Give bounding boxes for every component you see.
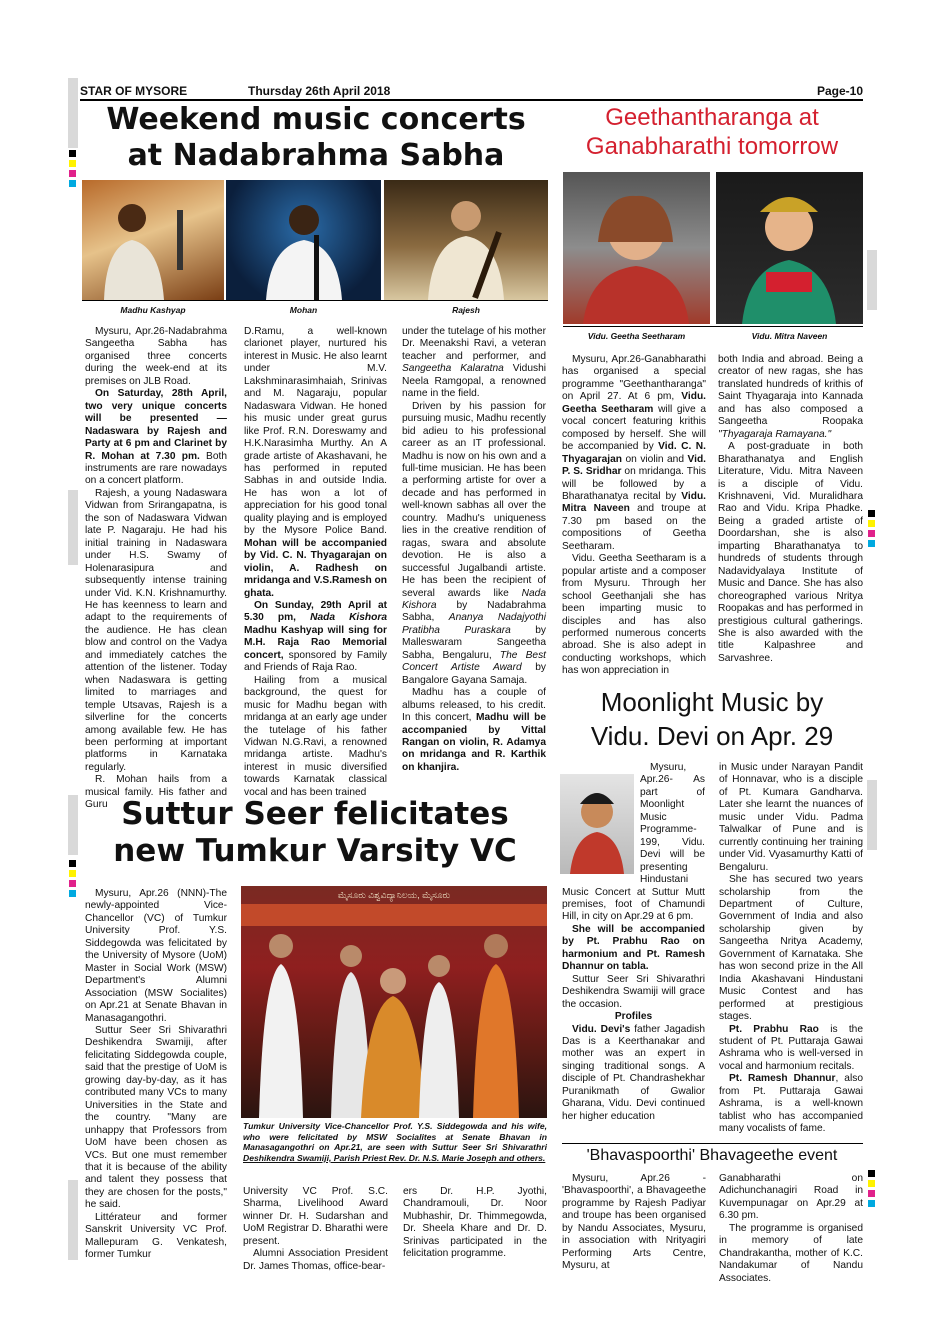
paragraph: R. Mohan hails from a musical family. His father and Guru xyxy=(85,774,227,811)
paragraph: in Music under Narayan Pandit of Honnavar, who is a disciple of Pt. Kumara Gandharva. Later she learnt the nuances of music under Vidu. Padma Talwalkar of Pune and is currently continuing her training under Vid. Vyasamurthy Katti of Bengaluru. xyxy=(719,762,863,873)
color-swatch-black xyxy=(868,510,875,517)
paragraph: Mysuru, Apr.26-Nadabrahma Sangeetha Sabha has organised three concerts during the week-end at its premises on JLB Road. xyxy=(85,326,227,387)
paper-name: STAR OF MYSORE xyxy=(80,84,188,98)
paragraph: D.Ramu, a well-known clarionet player, nurtured his interest in Music. He also learnt under M.V. Lakshminarasimhaiah, Srinivas and M. Nagaraju, popular Nadaswara Vidwan. He honed his music under great gurus like Prof. R.N. Doreswamy and H.K.Narasimha Murthy. An A grade artiste of Akashavani, he has performed in reputed Sabhas in and outside India. He has won a lot of appreciation for his good tonal quality playing and is employed by the Mysore Police Band. Mohan will be accompanied by Vid. C. N. Thyagarajan on violin, A. Radhesh on mridanga and V.S.Ramesh on ghata. xyxy=(244,326,387,599)
person-photo-icon xyxy=(226,180,381,300)
paragraph: Ganabharathi on Adichunchanagiri Road in Kuvempunagar on Apr.29 at 6.30 pm. xyxy=(719,1173,863,1222)
article4-column-3 xyxy=(403,1186,547,1276)
color-swatch-cyan xyxy=(868,1200,875,1207)
registration-bar-left-mid xyxy=(68,490,78,565)
paragraph: Mysuru, Apr.26-Ganabharathi has organised a special programme "Geethantharanga" on April 27. At 6 pm, Vidu. Geetha Seetharam will give a vocal concert featuring krithis composed by herself. She will be accompanied by Vid. C. N. Thyagarajan on violin and Vid. P. S. Sridhar on mridanga. This will be followed by a Bharathanatya recital by Vidu. Mitra Naveen and troupe at 7.30 pm based on the compositions of Geetha Seetharam. xyxy=(562,354,707,552)
paragraph: On Sunday, 29th April at 5.30 pm, Nada Kishora Madhu Kashyap will sing for M.H. Raja Rao Memorial concert, sponsored by Family and Friends of Raja Rao. xyxy=(244,599,388,674)
paragraph: A post-graduate in both Bharathanatya and English Literature, Vidu. Mitra Naveen is a disciple of Vidu. Krishnaveni, Vid. Muralidhara Rao and Vidu. Kripa Phadke. Being a graded artiste of Doordarshan, she is also imparting Bharathanatya to hundreds of students through Nadavidyalaya Institute of Music and Dance. She has also choreographed various Nritya Roopakas and has performed in prestigious cultural gatherings. She is also awarded with the title Kalpashree and Sarvashree. xyxy=(718,441,863,664)
person-photo-icon xyxy=(384,180,548,300)
registration-bar-right-mid xyxy=(867,780,877,850)
color-swatch-magenta xyxy=(868,1190,875,1197)
photo-geetha-seetharam xyxy=(563,172,710,324)
paragraph: Vidu. Geetha Seetharam is a popular artiste and a composer from Mysuru. Through her school Geethanjali she has been imparting music to disciples and has also performed numerous concerts abroad. She is also adept in conducting workshops, which has won appreciation in xyxy=(562,553,706,677)
color-swatch-magenta xyxy=(69,880,76,887)
registration-bar-left-top xyxy=(68,78,78,148)
color-swatch-cyan xyxy=(69,180,76,187)
photo-banner: ಮೈಸೂರು ವಿಶ್ವವಿದ್ಯಾನಿಲಯ, ಮೈಸೂರು xyxy=(337,890,451,900)
caption-geetha-seetharam: Vidu. Geetha Seetharam xyxy=(587,331,686,341)
paragraph: Suttur Seer Sri Shivarathri Deshikendra Swamiji, after felicitating Siddegowda couple, said that the prestige of UoM is growing day-by-day, as it has contributed many VCs to many Universities in the State and the country. "Many are unhappy that Professors from UoM have been chosen as VCs. But one must remember that it is because of the ability and talent they possess that they are chosen for the posts," he said. xyxy=(85,1024,227,1211)
registration-bar-right-top xyxy=(867,250,877,310)
registration-bar-left-low xyxy=(68,795,78,855)
paragraph: Pt. Prabhu Rao is the student of Pt. Puttaraja Gawai Ashrama who is well-versed in vocal and harmonium recitals. xyxy=(719,1023,863,1072)
caption-mitra-naveen: Vidu. Mitra Naveen xyxy=(751,331,828,341)
person-photo-icon xyxy=(716,172,863,324)
photo-mitra-naveen xyxy=(716,172,863,324)
photo-strip-rule xyxy=(82,300,548,301)
color-swatch-yellow xyxy=(868,1180,875,1187)
color-swatch-black xyxy=(69,150,76,157)
article3-headline: Moonlight Music by Vidu. Devi on Apr. 29 xyxy=(590,687,834,751)
person-photo-icon xyxy=(82,180,224,300)
paragraph: She will be accompanied by Pt. Prabhu Rao on harmonium and Pt. Ramesh Dhannur on tabla. xyxy=(562,923,705,973)
color-swatch-black xyxy=(69,860,76,867)
paragraph: Driven by his passion for pursuing music, Madhu recently bid adieu to his professional career as an IT professional. Madhu is now on his own and a full-time musician. He has been a performing artiste for over a decade and has performed in well-known sabhas all over the country. Madhu's uniqueness lies in the creative rendition of ragas, swara and absolute devotion. He is also a successful Jugalbandi artiste. He has been the recipient of several awards like Nada Kishora by Nadabrahma Sabha, Ananya Nadajyothi Pratibha Puraskara by Malleswaram Sangeetha Sabha, Bengaluru, The Best Concert Artiste Award by Bangalore Gayana Samaja. xyxy=(402,400,547,686)
caption-madhu-kashyap: Madhu Kashyap xyxy=(120,305,186,315)
paragraph: Rajesh, a young Nadaswara Vidwan from Srirangapatna, is the son of Nadaswara Vidwan late P. Nagaraju. He had his initial training in Nadaswara under H.S. Swamy of Holenarasipura and subsequently intense training under Vid. K.N. Krishnamurthy. He has keenness to learn and adapt to the requirements of the audience. He has clean blow and control on the Vadya and immediately catches the attention of the listener. Today when Nadaswara is getting limited to marriages and temple Utsavas, Rajesh is a silverline for the concerts among available few. He has been performing at important platforms in Karnataka regularly. xyxy=(85,487,227,773)
article5-column-2 xyxy=(719,1173,863,1284)
article4-headline: Suttur Seer felicitates new Tumkur Varsity VC xyxy=(113,796,517,870)
color-swatch-yellow xyxy=(868,520,875,527)
article2-column-1 xyxy=(562,354,706,680)
paragraph: Alumni Association President Dr. James Thomas, office-bear- xyxy=(243,1248,388,1272)
article5-column-1 xyxy=(562,1173,706,1273)
photo-felicitation-event xyxy=(241,886,547,1118)
paragraph: Mysuru, Apr.26- As part of Moonlight Music Programme-199, Vidu. Devi will be presenting Hindustani Music Concert at Suttur Mutt premises, foot of Chamundi Hill, in city on Apr.29 at 6 pm. xyxy=(562,762,705,923)
paragraph: On Saturday, 28th April, two very unique concerts will be presented — Nadaswara by Rajesh and Party at 6 pm and Clarinet by R. Mohan at 7.30 pm. Both instruments are rare nowadays on a concert platform. xyxy=(85,388,227,487)
color-swatch-cyan xyxy=(69,890,76,897)
paragraph: Vidu. Devi's father Jagadish Das is a Keerthanakar and mother was an expert in singing traditional songs. A disciple of Pt. Chandrashekhar Puranikmath of Gwalior Gharana, Vidu. Devi continued her higher education xyxy=(562,1023,706,1122)
paragraph: under the tutelage of his mother Dr. Meenakshi Ravi, a veteran teacher and performer, and Sangeetha Kalaratna Vidushi Neela Ramgopal, a renowned name in the field. xyxy=(402,326,547,400)
color-swatch-magenta xyxy=(868,530,875,537)
color-swatch-yellow xyxy=(69,870,76,877)
photo-vidu-devi xyxy=(560,774,634,874)
page-header xyxy=(80,84,863,101)
article2-photo-rule xyxy=(563,326,863,327)
article3-column-1 xyxy=(562,762,705,1142)
paragraph: Mysuru, Apr.26 - 'Bhavaspoorthi', a Bhavageethe programme by Rajesh Padiyar and troupe has been organised by Nandu Associates, Mysuru, in association with Nrityagiri Performing Arts Centre, Mysuru, at xyxy=(562,1173,706,1272)
color-swatch-cyan xyxy=(868,540,875,547)
page-number: Page-10 xyxy=(816,84,863,98)
paragraph: ers Dr. H.P. Jyothi, Chandramouli, Dr. Noor Mubhashir, Dr. Thimmegowda, Dr. Sheela Khare and Dr. D. Srinivas participated in the felicitation programme. xyxy=(403,1186,547,1260)
paragraph: Suttur Seer Sri Shivarathri Deshikendra Swamiji will grace the occasion. xyxy=(562,973,705,1010)
paragraph: Mysuru, Apr.26 (NNN)-The newly-appointed Vice-Chancellor (VC) of Tumkur University Prof. Y.S. Siddegowda was felicitated by the University of Mysore (UoM) Master in Social Work (MSW) Department's Alumni Association (MSW Socialites) on Apr.21 at Senate Bhavan in Manasagangothri. xyxy=(85,888,227,1024)
article4-column-1 xyxy=(85,888,227,1268)
article3-column-2 xyxy=(719,762,863,1142)
subheading: Profiles xyxy=(614,1011,653,1023)
paragraph: University VC Prof. S.C. Sharma, Livelihood Award winner Dr. H. Sudarshan and UoM Registrar D. Bharathi were present. xyxy=(243,1186,388,1247)
article5-headline: 'Bhavaspoorthi' Bhavageethe event xyxy=(586,1147,838,1164)
person-photo-icon xyxy=(563,172,710,324)
article1-column-3 xyxy=(402,326,546,796)
article2-headline: Geethantharanga at Ganabharathi tomorrow xyxy=(585,104,839,160)
article1-column-1 xyxy=(85,326,227,811)
paragraph: Pt. Ramesh Dhannur, also from Pt. Puttaraja Gawai Ashrama, is a well-known tablist who has accompanied many vocalists of fame. xyxy=(719,1073,863,1135)
article1-column-2 xyxy=(244,326,387,796)
article4-column-2 xyxy=(243,1186,388,1276)
issue-date: Thursday 26th April 2018 xyxy=(248,84,391,98)
color-swatch-black xyxy=(868,1170,875,1177)
registration-bar-left-bottom xyxy=(68,1180,78,1260)
paragraph: Hailing from a musical background, the quest for music for Madhu began with mridanga at an early age under the tutelage of his father Vidwan N.G.Ravi, a renowned mridanga artiste. Madhu's interest in music diversified towards Karnatak classical vocal and has been trained xyxy=(244,674,387,798)
article1-headline: Weekend music concerts at Nadabrahma Sabha xyxy=(106,102,526,173)
caption-rajesh: Rajesh xyxy=(452,305,480,315)
photo-rajesh xyxy=(384,180,548,300)
caption-mohan: Mohan xyxy=(289,305,318,315)
group-photo-icon xyxy=(241,886,547,1118)
paragraph: Madhu has a couple of albums released, to his credit. In this concert, Madhu will be accompanied by Vittal Rangan on violin, R. Adamya on mridanga and R. Karthik on khanjira. xyxy=(402,687,546,773)
color-swatch-magenta xyxy=(69,170,76,177)
paragraph: The programme is organised in memory of late Chandrakantha, mother of K.C. Nandakumar of Nandu Associates. xyxy=(719,1222,863,1284)
paragraph: She has secured two years scholarship from the Department of Culture, Government of India and also scholarship given by Sangeetha Nritya Academy, Government of Karnataka. She has won second prize in the All India Akashavani Hindustani Music Contest and has performed at prestigious stages. xyxy=(719,874,863,1023)
article2-column-2 xyxy=(718,354,863,680)
paragraph: Littérateur and former Sanskrit University VC Prof. Mallepuram G. Venkatesh, former Tumkur xyxy=(85,1211,227,1261)
photo-madhu-kashyap xyxy=(82,180,224,300)
photo-caption: Tumkur University Vice-Chancellor Prof. Y.S. Siddegowda and his wife, who were felicitated by MSW Socialites at Senate Bhavan in Manasagangothri on Apr.21, are seen with Suttur Seer Sri Shivarathri Deshikendra Swamiji, Parish Priest Rev. Dr. N.S. Marie Joseph and others. xyxy=(243,1121,547,1163)
photo-mohan xyxy=(226,180,381,300)
person-photo-icon xyxy=(560,774,634,874)
color-swatch-yellow xyxy=(69,160,76,167)
paragraph: both India and abroad. Being a creator of new ragas, she has translated hundreds of krithis of Saint Thyagaraja into Kannada and has also composed a Sangeetha Roopaka "Thyagaraja Ramayana." xyxy=(718,354,863,440)
article5-top-rule xyxy=(562,1143,863,1144)
